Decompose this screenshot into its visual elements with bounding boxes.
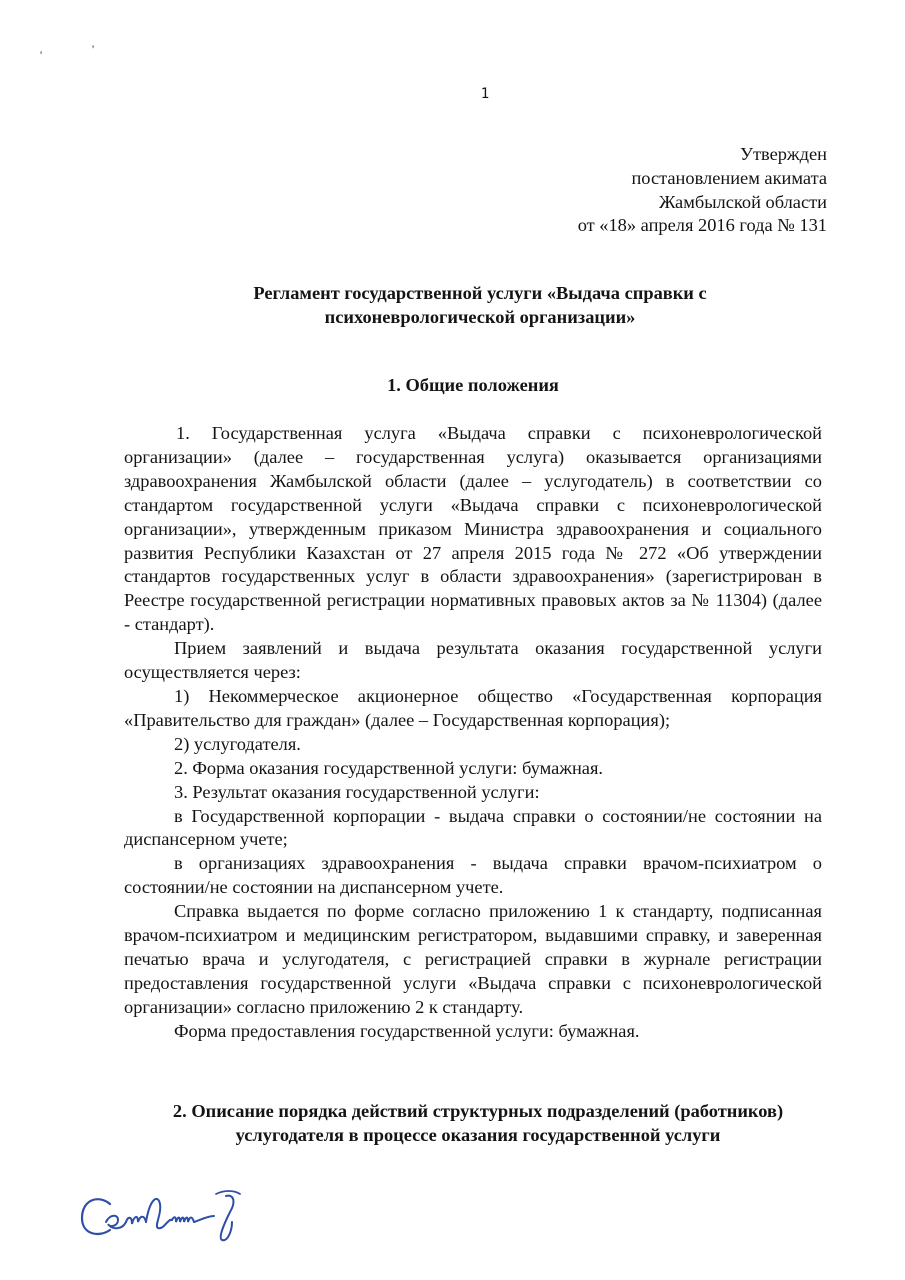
handwritten-signature <box>76 1186 246 1246</box>
scan-mark: ' <box>40 48 43 62</box>
paragraph: 1. Государственная услуга «Выдача справки с психоневрологической организации» (далее – государственная услуга) оказывается организациями здравоохранения Жамбылской области (далее – услугодатель) в соответствии со стандартом государственной услуги «Выдача справки с психоневрологической организации», утвержденным приказом Министра здравоохранения и социального развития Республики Казахстан от 27 апреля 2015 года № 272 «Об утверждении стандартов государственных услуг в области здравоохранения» (зарегистрирован в Реестре государственной регистрации нормативных правовых актов за № 11304) (далее - стандарт). <box>124 423 822 635</box>
section-body <box>124 422 822 1044</box>
section-heading: 1. Общие положения <box>387 375 559 395</box>
approval-stamp-block <box>427 143 827 238</box>
document-title <box>130 281 830 329</box>
paragraph: 2. Форма оказания государственной услуги: бумажная. <box>174 757 604 778</box>
approval-line: постановлением акимата <box>631 167 827 188</box>
paragraph: Справка выдается по форме согласно приложению 1 к стандарту, подписанная врачом-психиатром и медицинским регистратором, выдавшими справку, и заверенная печатью врача и услугодателя, с регистрацией справки в журнале регистрации предоставления государственной услуги «Выдача справки с психоневрологической организации» согласно приложению 2 к стандарту. <box>124 901 822 1017</box>
section-heading <box>118 1099 838 1147</box>
paragraph: в Государственной корпорации - выдача справки о состоянии/не состоянии на диспансерном учете; <box>124 805 822 850</box>
section-heading-line: услугодателя в процессе оказания государственной услуги <box>235 1125 721 1145</box>
approval-line: Утвержден <box>739 144 827 164</box>
scan-mark: ' <box>92 42 95 56</box>
paragraph: 3. Результат оказания государственной услуги: <box>174 781 540 802</box>
approval-line: от «18» апреля 2016 года № 131 <box>577 215 827 236</box>
document-title-line: психоневрологической организации» <box>324 307 636 327</box>
page-number: 1 <box>480 86 490 102</box>
paragraph: 1) Некоммерческое акционерное общество «Государственная корпорация «Правительство для граждан» (далее – Государственная корпорация); <box>124 685 822 730</box>
paragraph: в организациях здравоохранения - выдача справки врачом-психиатром о состоянии/не состоянии на диспансерном учете. <box>124 853 822 898</box>
approval-line: Жамбылской области <box>659 191 827 212</box>
paragraph: Прием заявлений и выдача результата оказания государственной услуги осуществляется через: <box>124 638 822 683</box>
section-heading-line: 2. Описание порядка действий структурных подразделений (работников) <box>172 1101 784 1121</box>
paragraph: 2) услугодателя. <box>174 733 301 754</box>
document-title-line: Регламент государственной услуги «Выдача справки с <box>253 283 707 303</box>
paragraph: Форма предоставления государственной услуги: бумажная. <box>174 1020 640 1041</box>
